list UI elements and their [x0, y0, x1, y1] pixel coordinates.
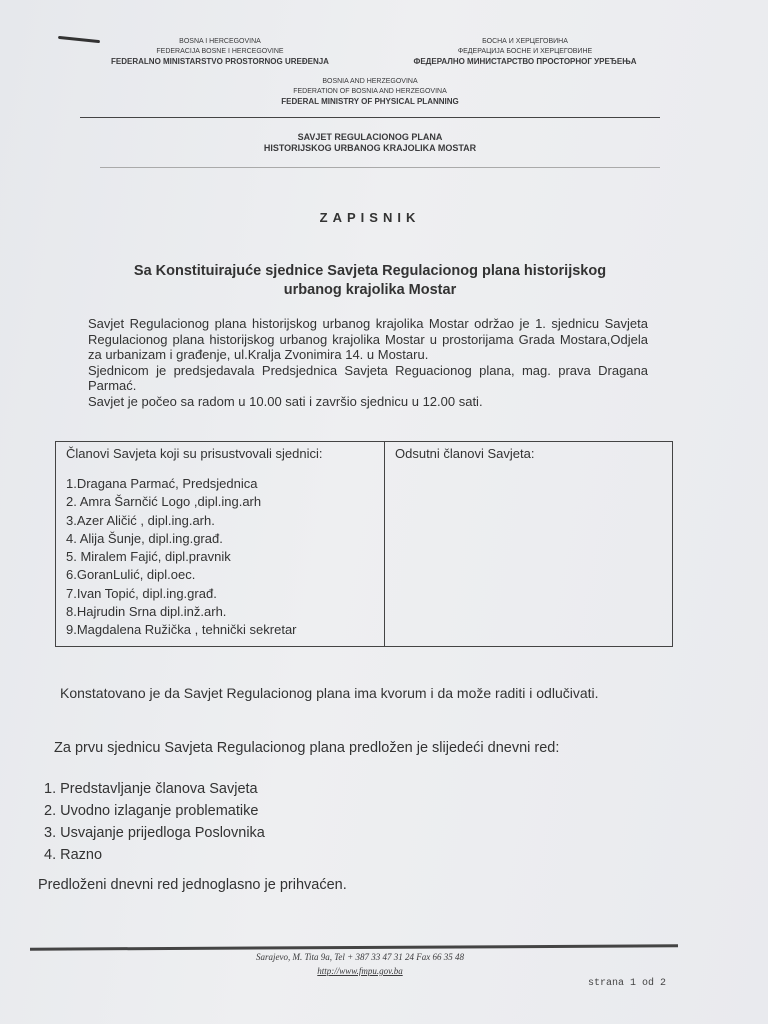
document-subtitle — [80, 262, 660, 300]
header-divider — [80, 117, 660, 118]
council-name — [220, 132, 520, 154]
council-line1: SAVJET REGULACIONOG PLANA — [297, 132, 443, 142]
council-divider — [100, 167, 660, 168]
footer-address: Sarajevo, M. Tita 9a, Tel + 387 33 47 31 24 Fax 66 35 48 — [256, 952, 464, 962]
present-members-list — [66, 475, 378, 640]
intro-paragraph-1: Savjet Regulacionog plana historijskog urbanog krajolika Mostar održao je 1. sjednicu Savjeta Regulacionog plana historijskog urbanog krajolika Mostar u prostorijama Grada Mostara,Odjela za urbanizam i građenje, ul.Kralja Zvonimira 14. u Mostaru. — [88, 316, 648, 362]
member-item: 6.GoranLulić, dipl.oec. — [66, 567, 196, 583]
subtitle-line1: Sa Konstituirajuće sjednice Savjeta Regulacionog plana historijskog — [133, 263, 607, 279]
absent-members-cell — [385, 442, 673, 647]
page-number: strana 1 od 2 — [588, 978, 667, 989]
intro-text — [88, 316, 648, 409]
agenda-item: 3. Usvajanje prijedloga Poslovnika — [44, 825, 265, 841]
header-english-line1: BOSNIA AND HERZEGOVINA — [322, 78, 418, 85]
member-item: 2. Amra Šarnčić Logo ,dipl.ing.arh — [66, 494, 262, 510]
agenda-item: 4. Razno — [44, 847, 103, 863]
agenda-list — [44, 778, 265, 866]
header-bosnian-line1: BOSNA I HERCEGOVINA — [179, 38, 261, 45]
header-english-line2: FEDERATION OF BOSNIA AND HERZEGOVINA — [293, 88, 447, 95]
pen-mark — [58, 36, 100, 43]
intro-paragraph-3: Savjet je počeo sa radom u 10.00 sati i završio sjednicu u 12.00 sati. — [88, 393, 483, 409]
header-serbian-line1: БОСНА И ХЕРЦЕГОВИНА — [482, 38, 568, 45]
attendance-table — [55, 441, 673, 647]
header-bosnian-ministry: FEDERALNO MINISTARSTVO PROSTORNOG UREĐENJA — [111, 57, 329, 66]
header-bosnian-line2: FEDERACIJA BOSNE I HERCEGOVINE — [156, 48, 284, 55]
header-english — [250, 77, 490, 107]
subtitle-line2: urbanog krajolika Mostar — [283, 282, 457, 298]
absent-members-header: Odsutni članovi Savjeta: — [395, 446, 535, 461]
council-line2: HISTORIJSKOG URBANOG KRAJOLIKA MOSTAR — [263, 143, 477, 153]
present-members-header: Članovi Savjeta koji su prisustvovali sjednici: — [66, 446, 323, 461]
member-item: 5. Miralem Fajić, dipl.pravnik — [66, 549, 231, 565]
member-item: 1.Dragana Parmać, Predsjednica — [66, 476, 258, 491]
member-item: 9.Magdalena Ružička , tehnički sekretar — [66, 622, 297, 638]
quorum-statement: Konstatovano je da Savjet Regulacionog plana ima kvorum i da može raditi i odlučivati. — [60, 685, 599, 701]
member-item: 4. Alija Šunje, dipl.ing.građ. — [66, 530, 223, 546]
footer — [150, 950, 570, 978]
document-title: ZAPISNIK — [319, 210, 421, 225]
agenda-accepted: Predloženi dnevni red jednoglasno je prihvaćen. — [38, 877, 347, 893]
header-serbian-line2: ФЕДЕРАЦИЈА БОСНЕ И ХЕРЦЕГОВИНЕ — [457, 48, 593, 55]
intro-paragraph-2: Sjednicom je predsjedavala Predsjednica Savjeta Reguacionog plana, mag. prava Dragana Parmać. — [88, 362, 648, 393]
member-item: 3.Azer Aličić , dipl.ing.arh. — [66, 512, 215, 528]
header-bosnian — [95, 37, 345, 67]
agenda-item: 1. Predstavljanje članova Savjeta — [44, 781, 258, 797]
member-item: 7.Ivan Topić, dipl.ing.građ. — [66, 585, 217, 601]
present-members-cell — [56, 442, 385, 647]
header-serbian-ministry: ФЕДЕРАЛНО МИНИСТАРСТВО ПРОСТОРНОГ УРЕЂЕЊА — [413, 57, 637, 66]
header-serbian — [390, 37, 660, 67]
footer-website-link[interactable]: http://www.fmpu.gov.ba — [317, 966, 403, 976]
header-english-ministry: FEDERAL MINISTRY OF PHYSICAL PLANNING — [281, 97, 459, 106]
member-item: 8.Hajrudin Srna dipl.inž.arh. — [66, 604, 227, 620]
agenda-intro: Za prvu sjednicu Savjeta Regulacionog plana predložen je slijedeći dnevni red: — [54, 740, 560, 756]
agenda-item: 2. Uvodno izlaganje problematike — [44, 803, 259, 819]
